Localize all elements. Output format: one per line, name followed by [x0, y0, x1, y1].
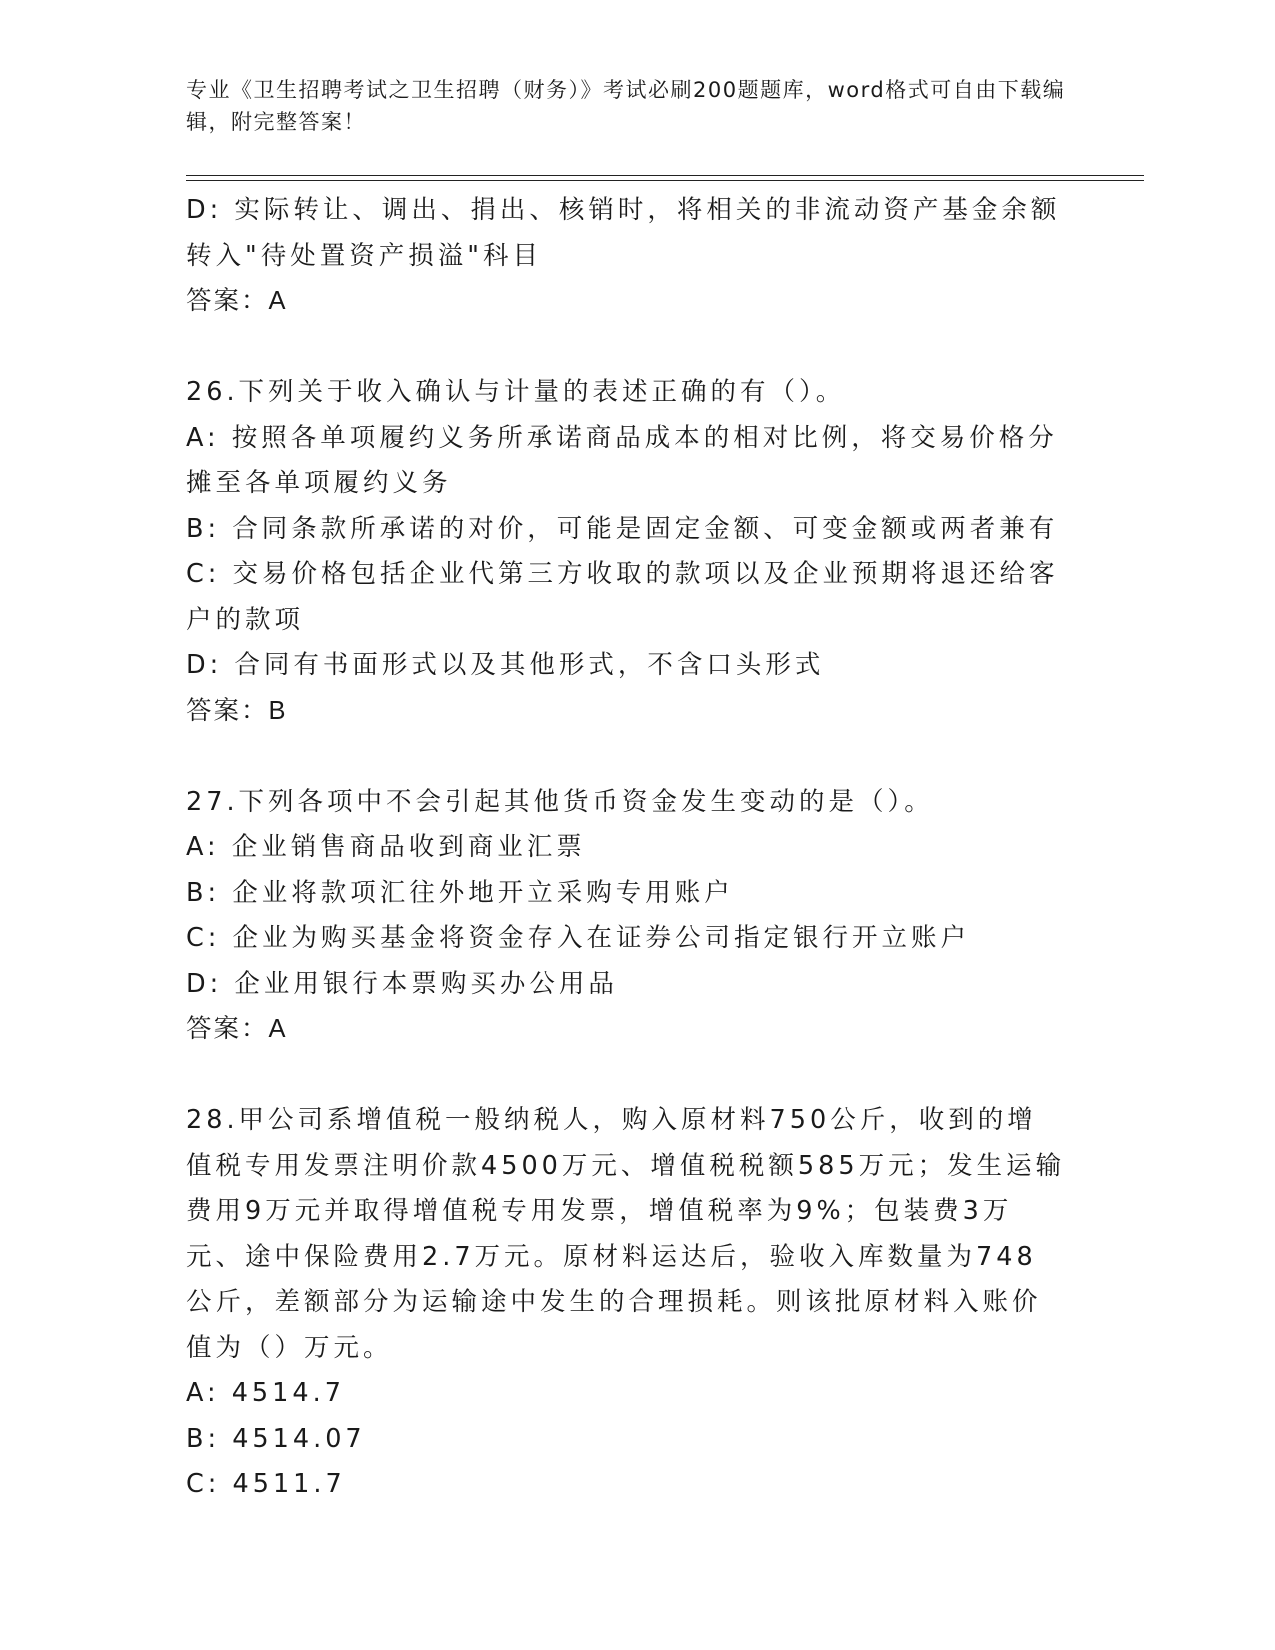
question-28: [186, 1098, 1066, 1508]
option-a: A: 按照各单项履约义务所承诺商品成本的相对比例，将交易价格分摊至各单项履约义务: [186, 422, 1058, 498]
option-b: B: 合同条款所承诺的对价，可能是固定金额、可变金额或两者兼有: [186, 513, 1059, 544]
option-a: A: 企业销售商品收到商业汇票: [186, 832, 586, 862]
option-d: D: 合同有书面形式以及其他形式，不含口头形式: [186, 650, 825, 680]
spacer: [186, 734, 1066, 780]
answer-line: 答案：A: [186, 287, 288, 315]
option-c: C: 4511.7: [186, 1469, 346, 1499]
option-b: B: 企业将款项汇往外地开立采购专用账户: [186, 877, 734, 908]
question-stem: 28.甲公司系增值税一般纳税人，购入原材料750公斤，收到的增值税专用发票注明价款4500万元、增值税税额585万元；发生运输费用9万元并取得增值税专用发票，增值税率为9%；包装费3万元、途中保险费用2.7万元。原材料运达后，验收入库数量为748公斤，差额部分为运输途中发生的合理损耗。则该批原材料入账价值为（）万元。: [186, 1105, 1066, 1363]
option-d: D: 企业用银行本票购买办公用品: [186, 968, 618, 999]
document-header: 专业《卫生招聘考试之卫生招聘（财务）》考试必刷200题题库，word格式可自由下载编辑，附完整答案！: [186, 78, 1066, 134]
spacer: [186, 325, 1066, 371]
option-d: D: 实际转让、调出、捐出、核销时，将相关的非流动资产基金余额转入"待处置资产损溢"科目: [186, 195, 1061, 271]
question-stem: 26.下列关于收入确认与计量的表述正确的有（）。: [186, 377, 846, 407]
question-27: [186, 780, 1066, 1053]
question-content: [186, 188, 1066, 1508]
option-a: A: 4514.7: [186, 1378, 345, 1408]
option-c: C: 交易价格包括企业代第三方收取的款项以及企业预期将退还给客户的款项: [186, 559, 1059, 635]
option-c: C: 企业为购买基金将资金存入在证券公司指定银行开立账户: [186, 923, 971, 953]
header-rule-top: [186, 175, 1144, 176]
question-stem: 27.下列各项中不会引起其他货币资金发生变动的是（）。: [186, 786, 934, 817]
answer-line: 答案：B: [186, 696, 288, 725]
question-26: [186, 370, 1066, 734]
option-b: B: 4514.07: [186, 1423, 366, 1454]
answer-line: 答案：A: [186, 1015, 288, 1043]
spacer: [186, 1053, 1066, 1099]
header-rule-bottom: [186, 180, 1144, 181]
